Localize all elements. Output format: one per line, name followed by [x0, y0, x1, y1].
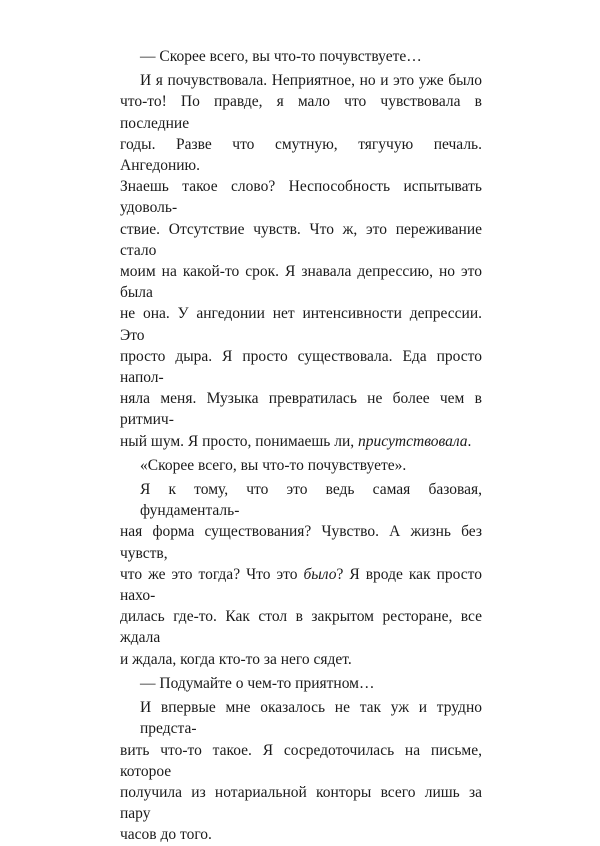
text-segment: .: [467, 432, 472, 450]
text-line: — Скорее всего, вы что-то почувствуете…: [140, 48, 422, 65]
italic-word: было: [303, 565, 337, 583]
italic-word: присутствовала: [358, 432, 468, 450]
text-line: годы. Разве что смутную, тягучую печаль. Ангедонию.: [120, 135, 482, 175]
text-line: Я к тому, что это ведь самая базовая, фундаменталь-: [140, 481, 482, 520]
text-line: [120, 564, 482, 606]
text-line: [120, 431, 482, 452]
text-line: — Подумайте о чем-то приятном…: [140, 674, 375, 692]
text-line: просто дыра. Я просто существовала. Еда просто напол-: [120, 347, 482, 387]
text-line: не она. У ангедонии нет интенсивности депрессии. Это: [120, 305, 482, 344]
text-line: «Скорее всего, вы что-то почувствуете».: [140, 456, 407, 474]
text-line: Знаешь такое слово? Неспособность испытывать удоволь-: [120, 178, 482, 217]
text-line: вить что-то такое. Я сосредоточилась на письме, которое: [120, 741, 482, 780]
text-segment: ? Я вроде как просто нахо-: [120, 565, 482, 605]
text-line: И впервые мне оказалось не так уж и трудно предста-: [140, 699, 482, 738]
text-line: дилась где-то. Как стол в закрытом ресторане, все ждала: [120, 608, 482, 647]
text-line: моим на какой-то срок. Я знавала депрессию, но это была: [120, 263, 482, 302]
text-line: что-то! По правде, я мало что чувствовала в последние: [120, 93, 482, 132]
text-segment: ный шум. Я просто, понимаешь ли,: [120, 432, 359, 450]
text-segment: что же это тогда? Что это: [120, 565, 304, 583]
text-line: и ждала, когда кто-то за него сядет.: [120, 650, 352, 668]
text-line: И я почувствовала. Неприятное, но и это уже было: [140, 72, 482, 90]
page-text: [120, 46, 482, 846]
text-line: часов до того.: [120, 826, 212, 844]
text-line: ствие. Отсутствие чувств. Что ж, это переживание стало: [120, 220, 482, 259]
text-line: получила из нотариальной конторы всего лишь за пару: [120, 783, 482, 823]
text-line: няла меня. Музыка превратилась не более чем в ритмич-: [120, 390, 482, 429]
text-line: ная форма существования? Чувство. А жизнь без чувств,: [120, 523, 482, 562]
